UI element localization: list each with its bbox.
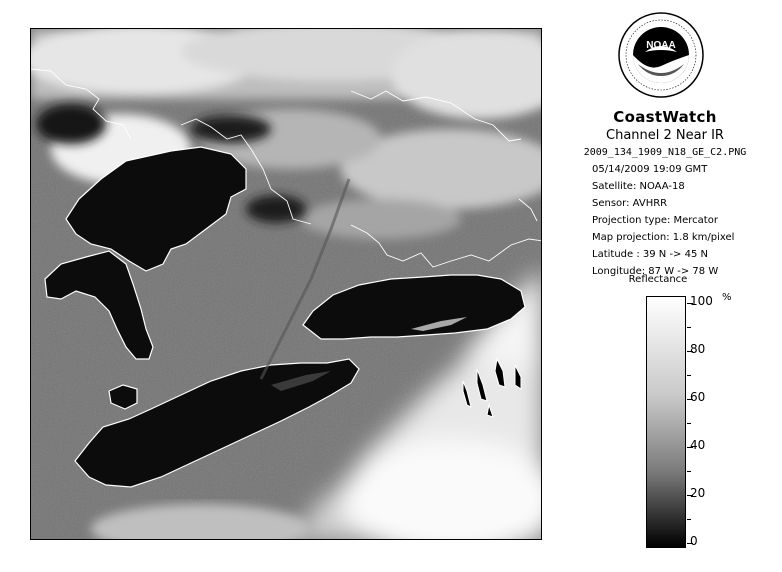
date-time: 05/14/2009 19:09 GMT: [592, 164, 708, 175]
noaa-logo: [618, 12, 704, 98]
colorbar-minor-tick: [687, 375, 691, 376]
satellite-label: Satellite: NOAA-18: [592, 181, 685, 192]
colorbar-minor-tick: [687, 471, 691, 472]
colorbar-title: Reflectance: [628, 274, 688, 285]
projection-type: Projection type: Mercator: [592, 215, 718, 226]
colorbar-minor-tick: [687, 423, 691, 424]
satellite-map: [30, 28, 542, 540]
colorbar-minor-tick: [687, 519, 691, 520]
logo-text: NOAA: [646, 40, 676, 51]
colorbar-tick-label: 20: [690, 486, 706, 500]
brand-title: CoastWatch: [613, 108, 717, 126]
channel-label: Channel 2 Near IR: [606, 128, 724, 143]
colorbar-tick-label: 80: [690, 342, 706, 356]
colorbar-tick-label: 100: [690, 294, 713, 308]
filename-label: 2009_134_1909_N18_GE_C2.PNG: [583, 147, 747, 158]
colorbar-tick-label: 60: [690, 390, 706, 404]
colorbar-minor-tick: [687, 327, 691, 328]
colorbar-tick-label: 40: [690, 438, 706, 452]
map-canvas: [31, 29, 542, 540]
latitude-range: Latitude : 39 N -> 45 N: [592, 249, 708, 260]
colorbar-tick-label: 0: [690, 534, 698, 548]
reflectance-colorbar: [646, 296, 686, 548]
sensor-label: Sensor: AVHRR: [592, 198, 668, 209]
map-projection: Map projection: 1.8 km/pixel: [592, 232, 735, 243]
colorbar-unit: %: [722, 292, 732, 303]
longitude-range: Longitude: 87 W -> 78 W: [592, 266, 719, 277]
